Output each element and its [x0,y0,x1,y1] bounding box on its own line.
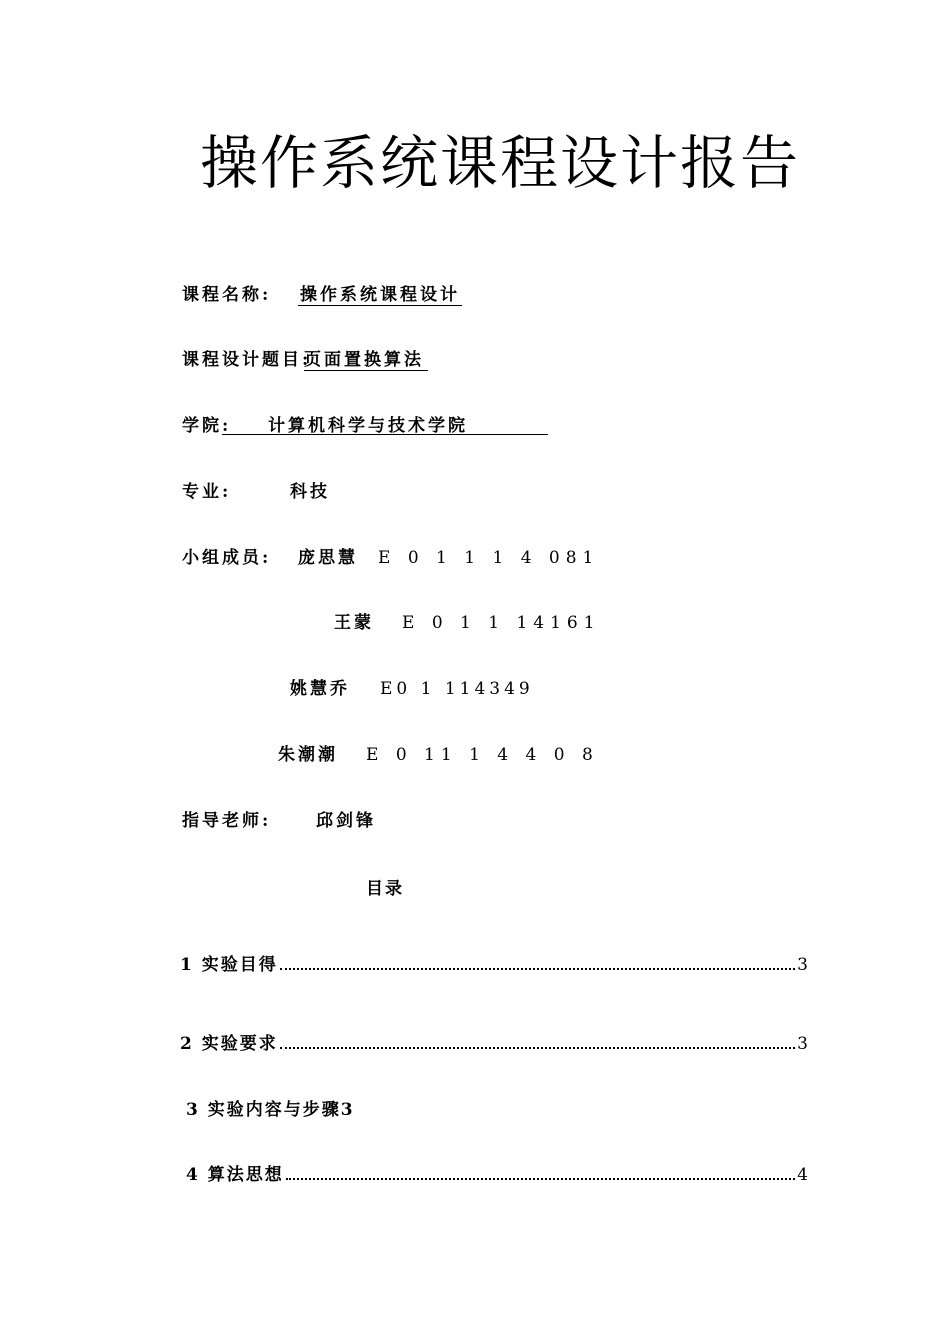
topic-label: 课程设计题目: [182,350,312,370]
toc-leader [280,968,795,970]
college-value-wrap [268,415,468,437]
college-label: 学院: [182,416,232,436]
toc-item[interactable] [186,1099,355,1121]
topic-value: 页面置换算法 [304,350,428,371]
course-name-row [182,284,271,306]
course-name-value: 操作系统课程设计 [300,285,460,305]
member-id-wrap [402,612,601,634]
toc-item-text: 4 算法思想 [186,1165,284,1185]
member-name: 庞思慧 [298,548,358,568]
major-value-wrap [290,481,330,503]
member-id-wrap [378,547,599,569]
major-label: 专业: [182,482,232,502]
member-item [334,612,374,634]
member-item [298,547,358,569]
toc-title: 目录 [366,879,404,899]
advisor-row [182,810,271,832]
major-row [182,481,231,503]
course-name-value-wrap [298,284,462,306]
course-name-label: 课程名称: [182,285,272,305]
member-name: 王蒙 [334,613,374,633]
members-row [182,547,271,569]
advisor-value: 邱剑锋 [316,811,376,831]
toc-item-page: 3 [797,1034,808,1054]
major-value: 科技 [290,482,330,502]
topic-value-wrap [304,349,428,371]
member-id-wrap [366,744,599,766]
advisor-label: 指导老师: [182,811,272,831]
member-id: E 0 1 1 1 4 081 [378,548,600,568]
toc-item[interactable] [180,954,808,976]
toc-leader [286,1178,795,1180]
toc-item-page: 3 [797,955,808,975]
member-name: 朱潮潮 [278,745,338,765]
member-item [278,744,338,766]
member-id: E 0 11 1 4 4 0 8 [366,745,599,765]
member-id: E0 1 114349 [380,679,534,699]
members-label: 小组成员: [182,548,272,568]
topic-row [182,349,311,371]
toc-item-page: 4 [797,1165,808,1185]
toc-item-text: 2 实验要求 [180,1034,278,1054]
toc-item[interactable] [180,1033,808,1055]
member-id: E 0 1 1 14161 [402,613,601,633]
toc-item-text: 3 实验内容与步骤3 [186,1100,355,1120]
toc-item[interactable] [186,1164,808,1186]
report-title: 操作系统课程设计报告 [199,129,800,197]
member-name: 姚慧乔 [290,679,350,699]
advisor-value-wrap [316,810,376,832]
college-value: 计算机科学与技术学院 [268,416,468,436]
toc-leader [280,1047,795,1049]
member-item [290,678,350,700]
member-id-wrap [380,678,534,700]
toc-item-text: 1 实验目得 [180,955,278,975]
